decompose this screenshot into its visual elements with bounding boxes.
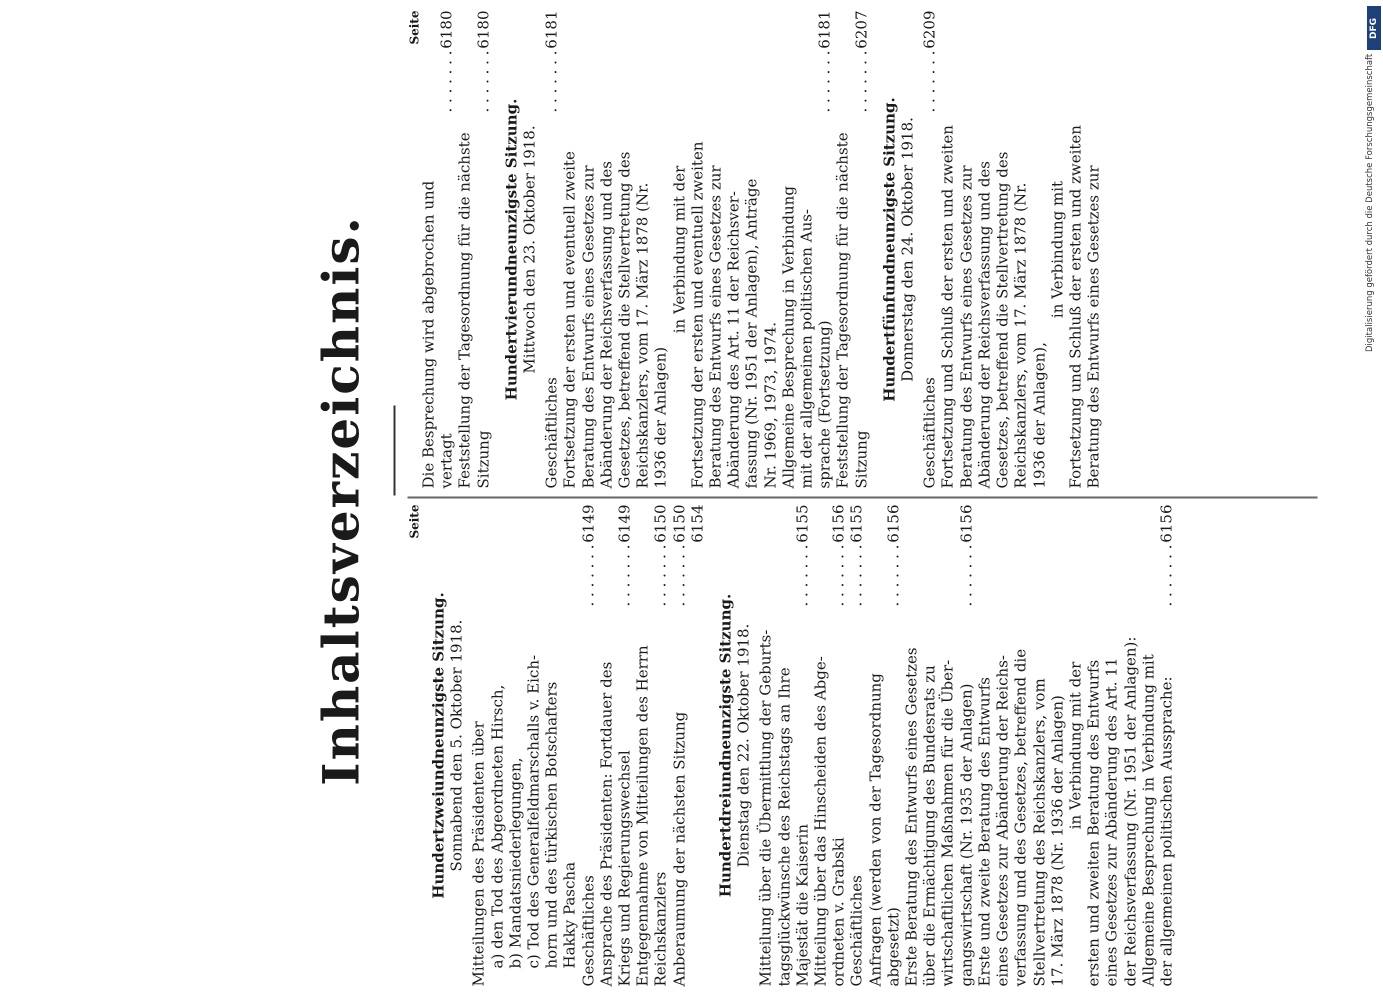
toc-entry — [543, 11, 561, 489]
toc-entry-text: Allgemeine Besprechung in Verbindung mit der allgemeinen politischen Aussprache: — [1139, 654, 1176, 987]
toc-entry-text: Feststellung der Tagesordnung für die nächste Sitzung — [833, 132, 871, 489]
page-number: 6181 — [815, 10, 834, 49]
session-heading: Hundertdreiundneunzigste Sitzung. — [716, 593, 735, 898]
page-number: 6149 — [615, 504, 634, 543]
leader-dots: . . . . . . . — [815, 50, 834, 113]
leader-dots: . . . . . . . — [542, 50, 561, 113]
toc-entry-text: Feststellung der Tagesordnung für die nächste Sitzung — [455, 132, 493, 489]
session-heading: Hundertzweiundneunzigste Sitzung. — [429, 592, 448, 899]
toc-entry-text: Ansprache des Präsidenten: Fortdauer des Kriegs und Regierungswechsel — [597, 661, 634, 987]
toc-entry-text: Geschäftliches — [920, 377, 939, 489]
toc-text: ersten und zweiten Beratung des Entwurfs eines Gesetzes zur Abänderung des Art. 11 der Reichsverfassung (Nr. 1951 der Anlagen): — [1084, 636, 1140, 987]
leader-dots: . . . . . . . — [957, 544, 976, 607]
page-number: 6209 — [920, 10, 939, 49]
toc-entry-text: Anfragen (werden von der Tagesordnung abgesetzt) — [866, 673, 903, 987]
toc-entry-text: Geschäftliches — [579, 875, 598, 987]
toc-entry — [420, 11, 456, 489]
session-date: Mittwoch den 23. Oktober 1918. — [520, 125, 539, 374]
left-entries — [430, 505, 1176, 987]
leader-dots: . . . . . . . — [474, 50, 493, 113]
left-column — [408, 505, 1328, 987]
toc-entry — [812, 505, 848, 987]
session-heading: Hundertfünfundneunzigste Sitzung. — [880, 97, 899, 402]
toc-entry — [688, 505, 706, 987]
leader-dots: . . . . . . . — [847, 544, 866, 607]
rotated-page — [0, 1, 1383, 1001]
dfg-logo: DFG — [1367, 6, 1381, 50]
toc-entry-text: Erste Beratung des Entwurfs eines Gesetzes über die Ermächtigung des Bundesrats zu wirtschaftlichen Maßnahmen für die Über- gangswirtschaft (Nr. 1935 der Anlagen) — [902, 647, 976, 987]
toc-entry — [921, 11, 939, 489]
page-title: Inhaltsverzeichnis. — [311, 215, 371, 786]
toc-entry-text: Allgemeine Besprechung in Verbindung mit der allgemeinen politischen Aus- sprache (Fortsetzung) — [779, 186, 834, 489]
page-number: 6155 — [793, 504, 812, 543]
page-number: 6207 — [852, 10, 871, 49]
connector-text: in Verbindung mit der — [670, 165, 689, 334]
page-number: 6156 — [829, 504, 848, 543]
toc-text: Erste und zweite Beratung des Entwurfs eines Gesetzes zur Abänderung der Reichs- verfassung und des Gesetzes, betreffend die Stellvertretung des Reichskanzlers, vom 17. März 1878 (Nr. 1936 der Anlagen) — [975, 648, 1067, 987]
page-number: 6154 — [688, 504, 707, 543]
toc-entry — [779, 11, 834, 489]
toc-entry-text: Mitteilung über das Hinscheiden des Abge- ordneten v. Grabski — [811, 656, 848, 987]
page-number: 6155 — [847, 504, 866, 543]
title-rule — [394, 406, 396, 496]
toc-entry — [634, 505, 670, 987]
toc-text: Fortsetzung und Schluß der ersten und zweiten Beratung des Entwurfs eines Gesetzes zur — [1066, 125, 1103, 489]
toc-entry — [579, 505, 597, 987]
leader-dots: . . . . . . . — [670, 544, 689, 607]
toc-entry — [757, 505, 812, 987]
page-number: 6180 — [437, 10, 456, 49]
leader-dots: . . . . . . . — [615, 544, 634, 607]
digitization-note: Digitalisierung gefördert durch die Deutsche Forschungsgemeinschaft — [1365, 54, 1375, 353]
toc-text: Fortsetzung und Schluß der ersten und zweiten Beratung des Entwurfs eines Gesetzes zur Abänderung der Reichsverfassung und des Gesetzes, betreffend die Stellvertretung des Reichskanzlers, vom 17. März 1878 (Nr. 1936 der Anlagen), — [938, 125, 1048, 489]
toc-entry-text: Geschäftliches — [542, 377, 561, 489]
leader-dots: . . . . . . . — [852, 50, 871, 113]
toc-entry — [866, 505, 902, 987]
toc-entry — [1139, 505, 1175, 987]
toc-entry — [903, 505, 976, 987]
page-number: 6150 — [651, 504, 670, 543]
toc-entry-text: Geschäftliches — [847, 875, 866, 987]
leader-dots: . . . . . . . — [884, 544, 903, 607]
toc-entry — [670, 505, 688, 987]
page-number: 6150 — [670, 504, 689, 543]
toc-entry-text: Entgegennahme von Mitteilungen des Herrn Reichskanzlers — [633, 645, 670, 987]
toc-entry-text: Mitteilung über die Übermittlung der Geburts- tagsglückwünsche des Reichstags an Ihre Majestät die Kaiserin — [756, 629, 812, 987]
leader-dots: . . . . . . . — [1157, 544, 1176, 607]
right-entries — [420, 11, 1103, 489]
leader-dots: . . . . . . . — [651, 544, 670, 607]
page-number: 6156 — [957, 504, 976, 543]
toc-text: Fortsetzung der ersten und eventuell zweiten Beratung des Entwurfs eines Gesetzes zur Abänderung des Art. 11 der Reichsver- fassung (Nr. 1951 der Anlagen), Anträge Nr. 1969, 1973, 1974. — [688, 141, 780, 489]
page-number: 6156 — [884, 504, 903, 543]
leader-dots: . . . . . . . — [437, 50, 456, 113]
seite-label-right: Seite — [407, 10, 422, 45]
page-number: 6149 — [579, 504, 598, 543]
toc-entry — [834, 11, 870, 489]
toc-entry-text: Die Besprechung wird abgebrochen und vertagt — [419, 180, 456, 489]
page-number: 6180 — [474, 10, 493, 49]
toc-entry-text: Anberaumung der nächsten Sitzung — [670, 711, 689, 987]
session-date: Sonnabend den 5. Oktober 1918. — [447, 619, 466, 872]
seite-label-left: Seite — [407, 504, 422, 539]
session-heading: Hundertvierundneunzigste Sitzung. — [502, 98, 521, 401]
toc-text: Fortsetzung der ersten und eventuell zweite Beratung des Entwurfs eines Gesetzes zur Abänderung der Reichsverfassung und des Gesetzes, betreffend die Stellvertretung des Reichskanzlers, vom 17. März 1878 (Nr. 1936 der Anlagen) — [560, 151, 670, 489]
page-number: 6156 — [1157, 504, 1176, 543]
toc-text: c) Tod des Generalfeldmarschalls v. Eich- horn und des türkischen Botschafters Hakky Pascha — [524, 654, 579, 969]
toc-entry — [597, 505, 633, 987]
toc-entry — [456, 11, 492, 489]
leader-dots: . . . . . . . — [579, 544, 598, 607]
leader-dots: . . . . . . . — [920, 50, 939, 113]
toc-text: a) den Tod des Abgeordneten Hirsch, — [488, 684, 507, 969]
connector-text: in Verbindung mit — [1048, 180, 1067, 319]
connector-text: in Verbindung mit der — [1066, 661, 1085, 830]
column-divider — [408, 497, 1318, 499]
right-column — [408, 11, 1328, 489]
toc-text: Mitteilungen des Präsidenten über — [469, 721, 488, 987]
leader-dots: . . . . . . . — [793, 544, 812, 607]
toc-entry — [848, 505, 866, 987]
toc-text: b) Mandatsniederlegungen, — [506, 757, 525, 969]
leader-dots: . . . . . . . — [829, 544, 848, 607]
session-date: Dienstag den 22. Oktober 1918. — [734, 623, 753, 868]
page-number: 6181 — [542, 10, 561, 49]
session-date: Donnerstag den 24. Oktober 1918. — [898, 117, 917, 382]
